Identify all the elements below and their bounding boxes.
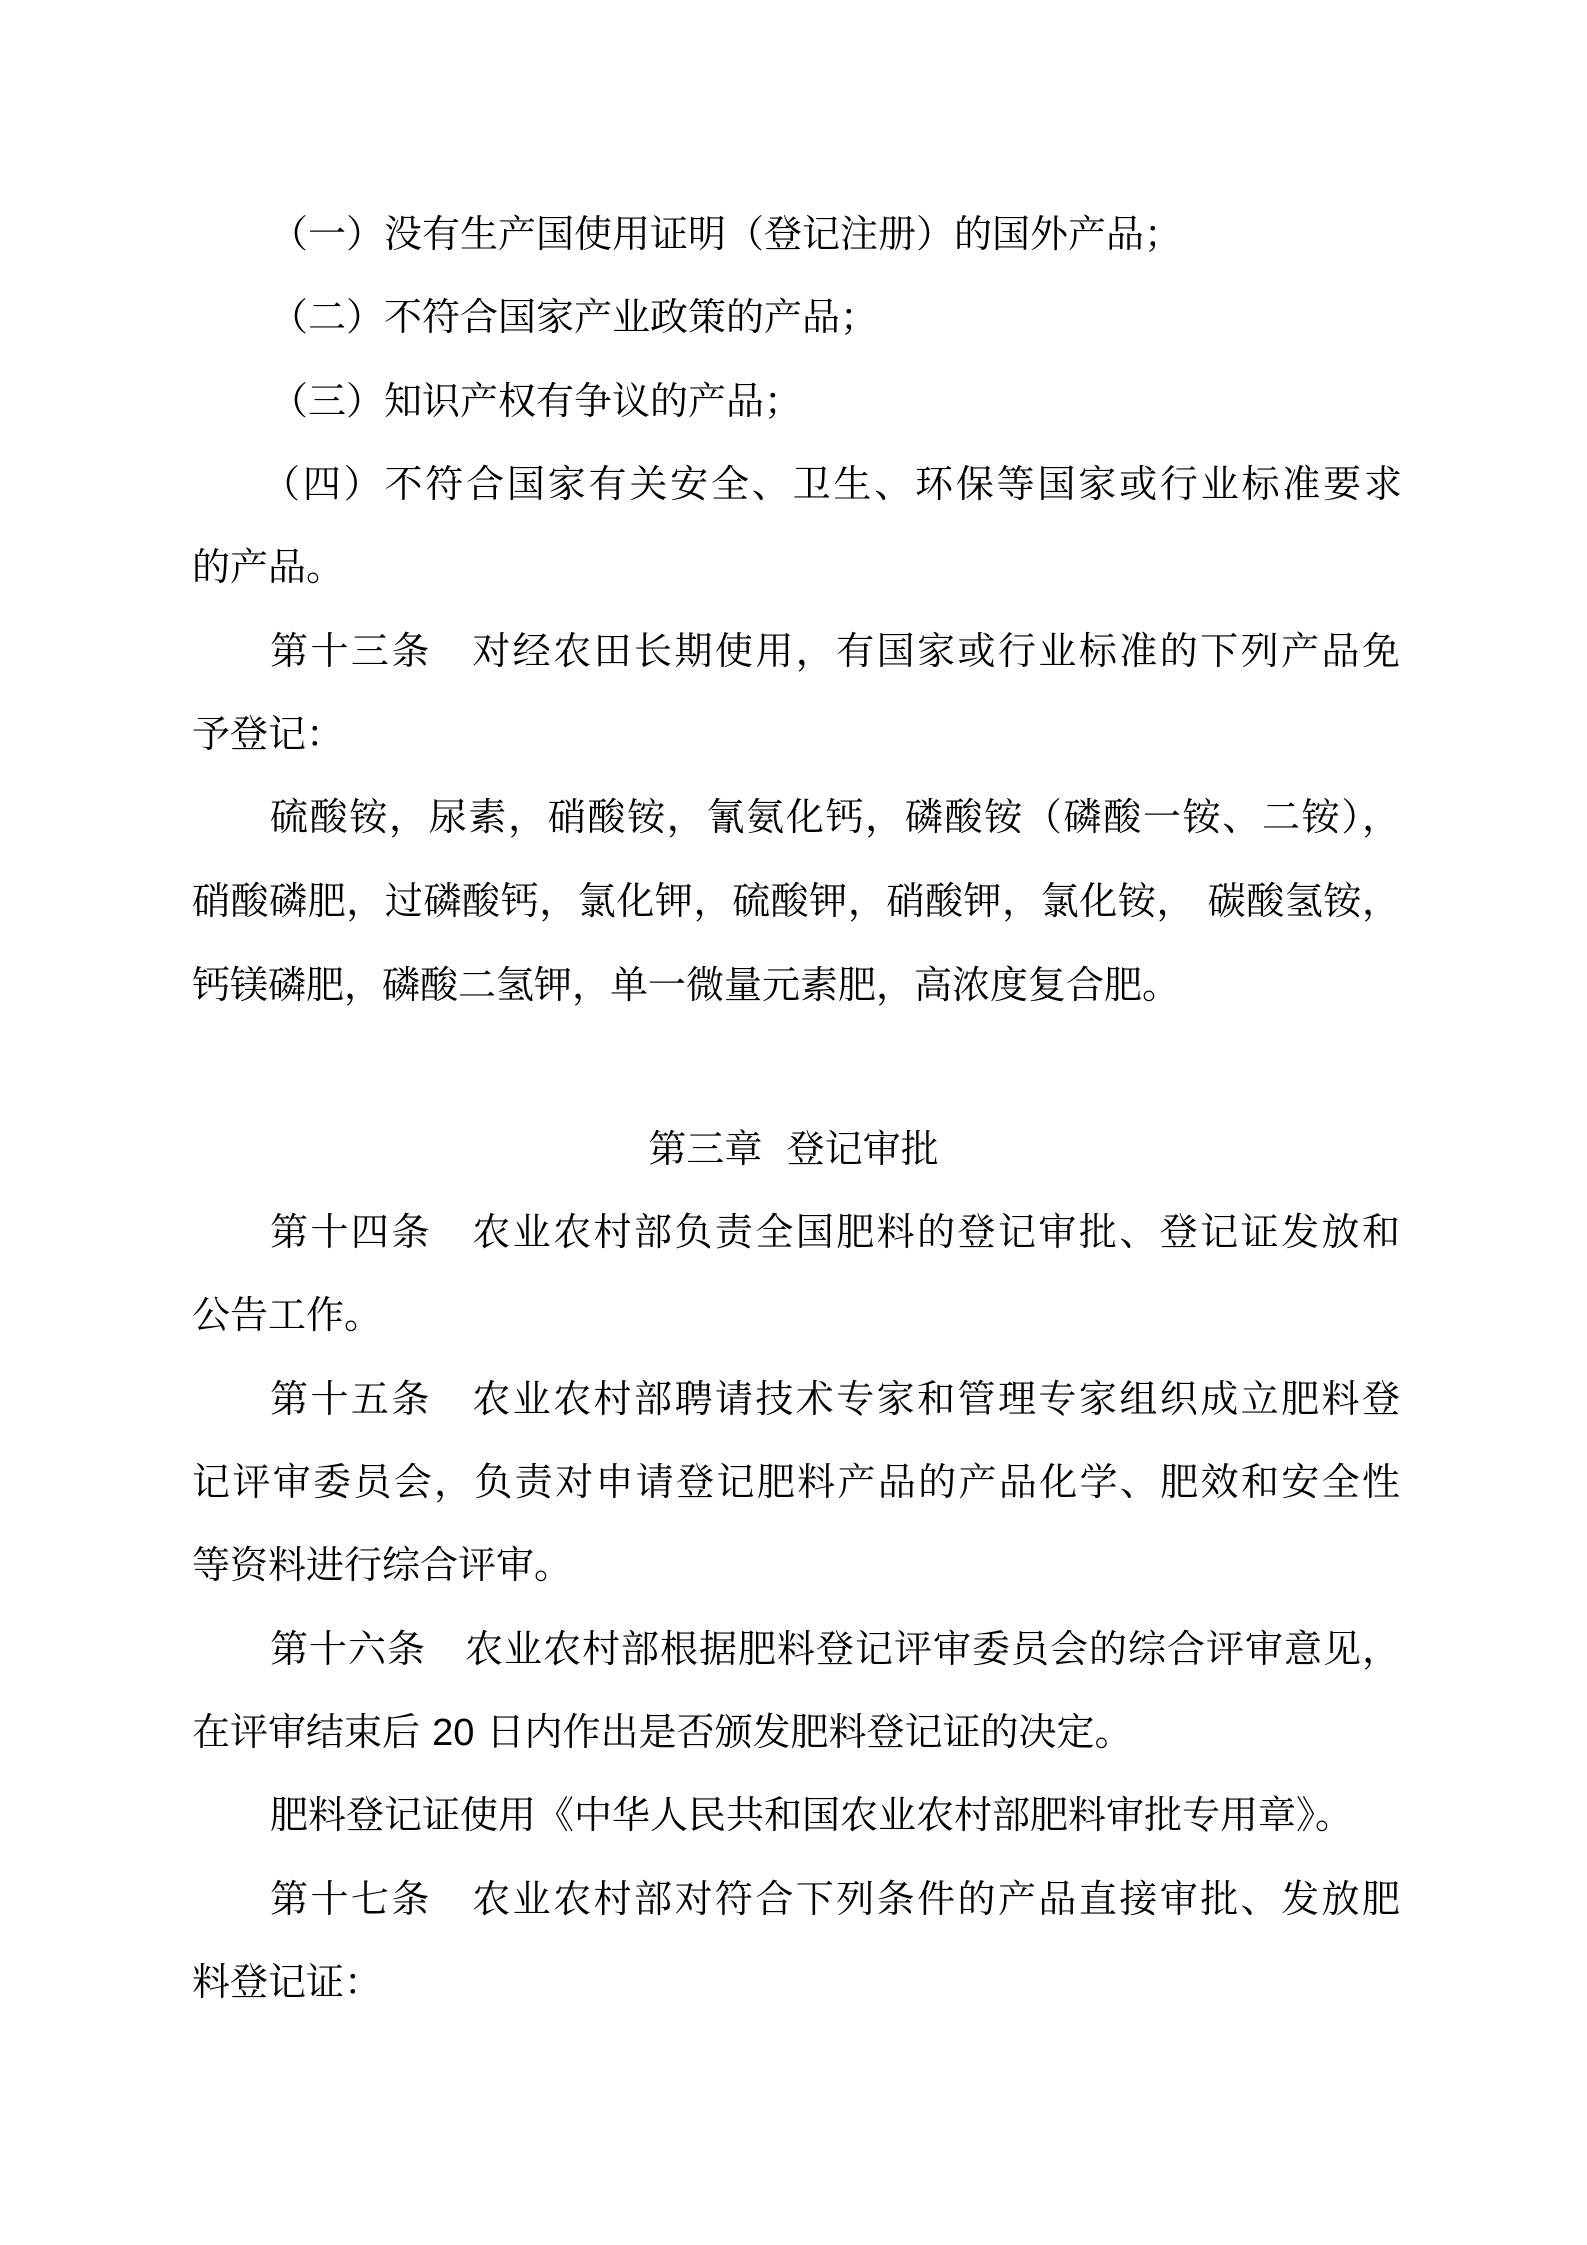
day-count: 20 [432,1712,475,1754]
article-16-line-2-before: 在评审结束后 [192,1710,433,1754]
list-item-1: （一）没有生产国使用证明（登记注册）的国外产品； [270,212,1183,256]
article-15-line-1: 第十五条 农业农村部聘请技术专家和管理专家组织成立肥料登 [270,1377,1400,1421]
article-13-line-2: 予登记： [192,712,345,756]
article-16-line-1: 第十六条 农业农村部根据肥料登记评审委员会的综合评审意见， [270,1627,1400,1671]
exempt-list-line-1: 硫酸铵，尿素，硝酸铵，氰氨化钙，磷酸铵（磷酸一铵、二铵）， [270,795,1400,839]
article-17-line-2: 料登记证： [192,1960,383,2004]
article-14-line-1: 第十四条 农业农村部负责全国肥料的登记审批、登记证发放和 [270,1210,1400,1254]
list-item-3: （三）知识产权有争议的产品； [270,379,803,423]
article-16-line-2 [192,1690,1132,1774]
list-item-4-line-2: 的产品。 [192,545,345,589]
article-16-line-2-after: 日内作出是否颁发肥料登记证的决定。 [474,1710,1133,1754]
article-15-line-3: 等资料进行综合评审。 [192,1543,573,1587]
article-17-line-1: 第十七条 农业农村部对符合下列条件的产品直接审批、发放肥 [270,1877,1400,1921]
exempt-list-line-3: 钙镁磷肥，磷酸二氢钾，单一微量元素肥，高浓度复合肥。 [192,963,1181,1007]
exempt-list-line-2: 硝酸磷肥，过磷酸钙，氯化钾，硫酸钾，硝酸钾，氯化铵， 碳酸氢铵， [192,879,1400,923]
chapter-heading: 第三章 登记审批 [648,1127,939,1171]
list-item-4-line-1: （四）不符合国家有关安全、卫生、环保等国家或行业标准要求 [262,462,1402,506]
article-13-line-1: 第十三条 对经农田长期使用，有国家或行业标准的下列产品免 [270,629,1400,673]
article-15-line-2: 记评审委员会，负责对申请登记肥料产品的产品化学、肥效和安全性 [192,1460,1400,1504]
article-14-line-2: 公告工作。 [192,1293,383,1337]
list-item-2: （二）不符合国家产业政策的产品； [270,295,879,339]
seal-line: 肥料登记证使用《中华人民共和国农业农村部肥料审批专用章》。 [270,1793,1354,1837]
